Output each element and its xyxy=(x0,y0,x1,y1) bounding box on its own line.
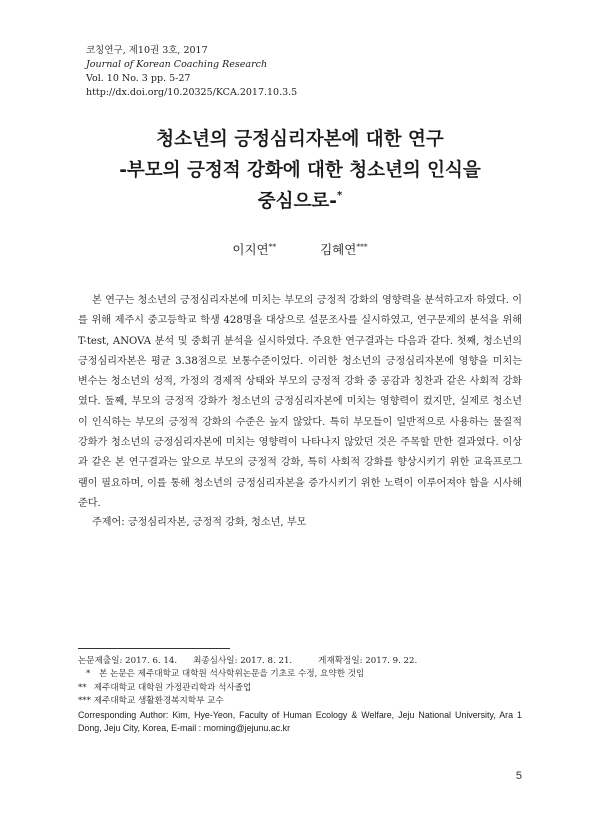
corresponding-author: Corresponding Author: Kim, Hye-Yeon, Faculty of Human Ecology & Welfare, Jeju National University, Ara 1 Dong, Jeju City, Korea, E-mail : morning@jejunu.ac.kr xyxy=(78,709,522,734)
title-line-3 xyxy=(40,186,560,217)
journal-name-english: Journal of Korean Coaching Research xyxy=(86,59,268,70)
abstract xyxy=(78,291,522,514)
footnote-mark-1: * xyxy=(86,669,91,680)
footnote-item-1 xyxy=(78,668,522,681)
author-list xyxy=(40,240,560,258)
footnote-item-2 xyxy=(78,682,522,695)
author-2-mark: *** xyxy=(356,242,368,251)
author-2-name: 김혜연 xyxy=(320,242,357,257)
title-line-2: -부모의 긍정적 강화에 대한 청소년의 인식을 xyxy=(119,160,481,181)
date-accepted: 게재확정일: 2017. 9. 22. xyxy=(318,656,418,666)
keywords xyxy=(92,513,522,528)
author-1-name: 이지연 xyxy=(232,242,269,257)
paper-title xyxy=(40,124,560,217)
title-line-1: 청소년의 긍정심리자본에 대한 연구 xyxy=(156,129,444,150)
journal-volume: Vol. 10 No. 3 pp. 5-27 xyxy=(86,73,191,84)
footnote-divider xyxy=(78,648,230,649)
footnote-text-2: 제주대학교 대학원 가정관리학과 석사졸업 xyxy=(93,682,252,693)
title-footnote-mark: * xyxy=(336,190,343,201)
keywords-label: 주제어: xyxy=(92,517,125,528)
footnotes xyxy=(78,655,522,735)
footnote-dates xyxy=(78,655,522,668)
author-1-mark: ** xyxy=(268,242,277,251)
author-2 xyxy=(320,240,367,258)
footnote-text-1: 본 논문은 제주대학교 대학원 석사학위논문을 기초로 수정, 요약한 것임 xyxy=(99,669,365,680)
doi-link[interactable]: http://dx.doi.org/10.20325/KCA.2017.10.3.5 xyxy=(86,87,298,98)
footnote-text-3: 제주대학교 생활환경복지학부 교수 xyxy=(93,696,224,707)
abstract-text: 본 연구는 청소년의 긍정심리자본에 미치는 부모의 긍정적 강화의 영향력을 분석하고자 하였다. 이를 위해 제주시 중고등학교 학생 428명을 대상으로 설문조사를 실시하였고, 연구문제의 분석을 위해 T-test, ANOVA 분석 및 중회귀 분석을 실시하였다. 주요한 연구결과는 다음과 같다. 첫째, 청소년의 긍정심리자본은 평균 3.38점으로 보통수준이었다. 이러한 청소년의 긍정심리자본에 영향을 미치는 변수는 청소년의 성적, 가정의 경제적 상태와 부모의 긍정적 강화 중 공감과 칭찬과 같은 사회적 강화였다. 둘째, 부모의 긍정적 강화가 청소년의 긍정심리자본에 미치는 영향력이 컸지만, 실제로 청소년이 인식하는 부모의 긍정적 강화의 수준은 높지 않았다. 특히 부모들이 일반적으로 사용하는 물질적 강화가 청소년의 긍정심리자본에 미치는 영향력이 나타나지 않았던 것은 주목할 만한 결과였다. 이상과 같은 본 연구결과는 앞으로 부모의 긍정적 강화, 특히 사회적 강화를 향상시키기 위한 교육프로그램이 필요하며, 이를 통해 청소년의 긍정심리자본을 증가시키기 위한 노력이 이루어져야 함을 시사해준다. xyxy=(78,295,522,509)
journal-name-korean: 코칭연구, 제10권 3호, 2017 xyxy=(86,45,208,56)
author-1 xyxy=(232,240,276,258)
title-line-3-text: 중심으로- xyxy=(257,191,337,212)
page-number: 5 xyxy=(515,770,522,782)
date-reviewed: 최종심사일: 2017. 8. 21. xyxy=(193,656,293,666)
footnote-item-3 xyxy=(78,695,522,708)
footnote-mark-3: *** xyxy=(78,696,91,707)
keywords-items: 긍정심리자본, 긍정적 강화, 청소년, 부모 xyxy=(127,517,307,528)
footnote-mark-2: ** xyxy=(78,682,87,693)
journal-header xyxy=(86,44,526,100)
date-submitted: 논문제출일: 2017. 6. 14. xyxy=(78,656,178,666)
